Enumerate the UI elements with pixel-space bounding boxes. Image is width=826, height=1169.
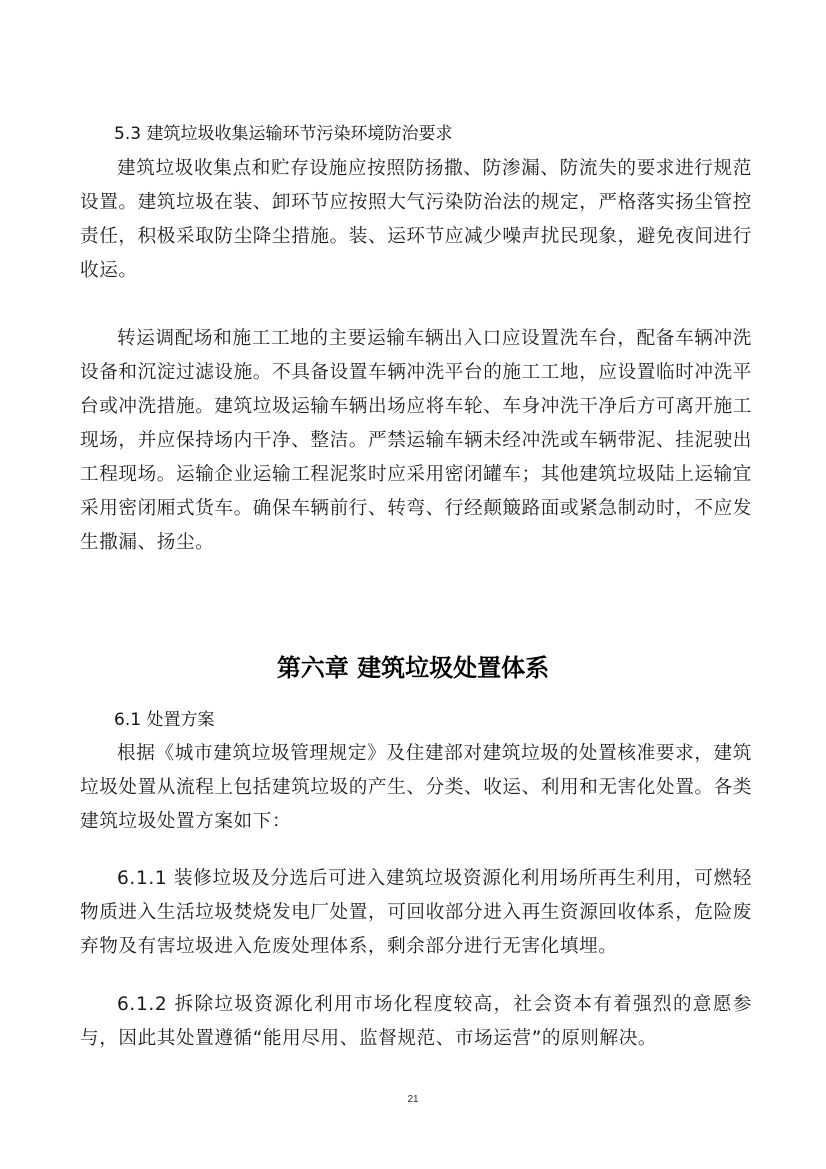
- paragraph: 6.1.1 装修垃圾及分选后可进入建筑垃圾资源化利用场所再生利用，可燃轻物质进入生活垃圾焚烧发电厂处置，可回收部分进入再生资源回收体系，危险废弃物及有害垃圾进入危废处理体系，剩余部分进行无害化填埋。: [80, 868, 752, 957]
- page-number: 21: [407, 1094, 419, 1105]
- paragraph: 根据《城市建筑垃圾管理规定》及住建部对建筑垃圾的处置核准要求，建筑垃圾处置从流程上包括建筑垃圾的产生、分类、收运、利用和无害化处置。各类建筑垃圾处置方案如下：: [80, 743, 752, 832]
- paragraph: 6.1.2 拆除垃圾资源化利用市场化程度较高，社会资本有着强烈的意愿参与，因此其处置遵循“能用尽用、监督规范、市场运营”的原则解决。: [80, 994, 752, 1049]
- chapter-title: 第六章 建筑垃圾处置体系: [276, 654, 550, 682]
- paragraph: 建筑垃圾收集点和贮存设施应按照防扬撒、防渗漏、防流失的要求进行规范设置。建筑垃圾在装、卸环节应按照大气污染防治法的规定，严格落实扬尘管控责任，积极采取防尘降尘措施。装、运环节应减少噪声扰民现象，避免夜间进行收运。: [80, 158, 752, 281]
- paragraph: 转运调配场和施工工地的主要运输车辆出入口应设置洗车台，配备车辆冲洗设备和沉淀过滤设施。不具备设置车辆冲洗平台的施工工地，应设置临时冲洗平台或冲洗措施。建筑垃圾运输车辆出场应将车轮、车身冲洗干净后方可离开施工现场，并应保持场内干净、整洁。严禁运输车辆未经冲洗或车辆带泥、挂泥驶出工程现场。运输企业运输工程泥浆时应采用密闭罐车；其他建筑垃圾陆上运输宜采用密闭厢式货车。确保车辆前行、转弯、行经颠簸路面或紧急制动时，不应发生撒漏、扬尘。: [80, 328, 752, 553]
- section-heading-6-1: 6.1 处置方案: [114, 710, 215, 730]
- section-heading-5-3: 5.3 建筑垃圾收集运输环节污染环境防治要求: [114, 124, 453, 144]
